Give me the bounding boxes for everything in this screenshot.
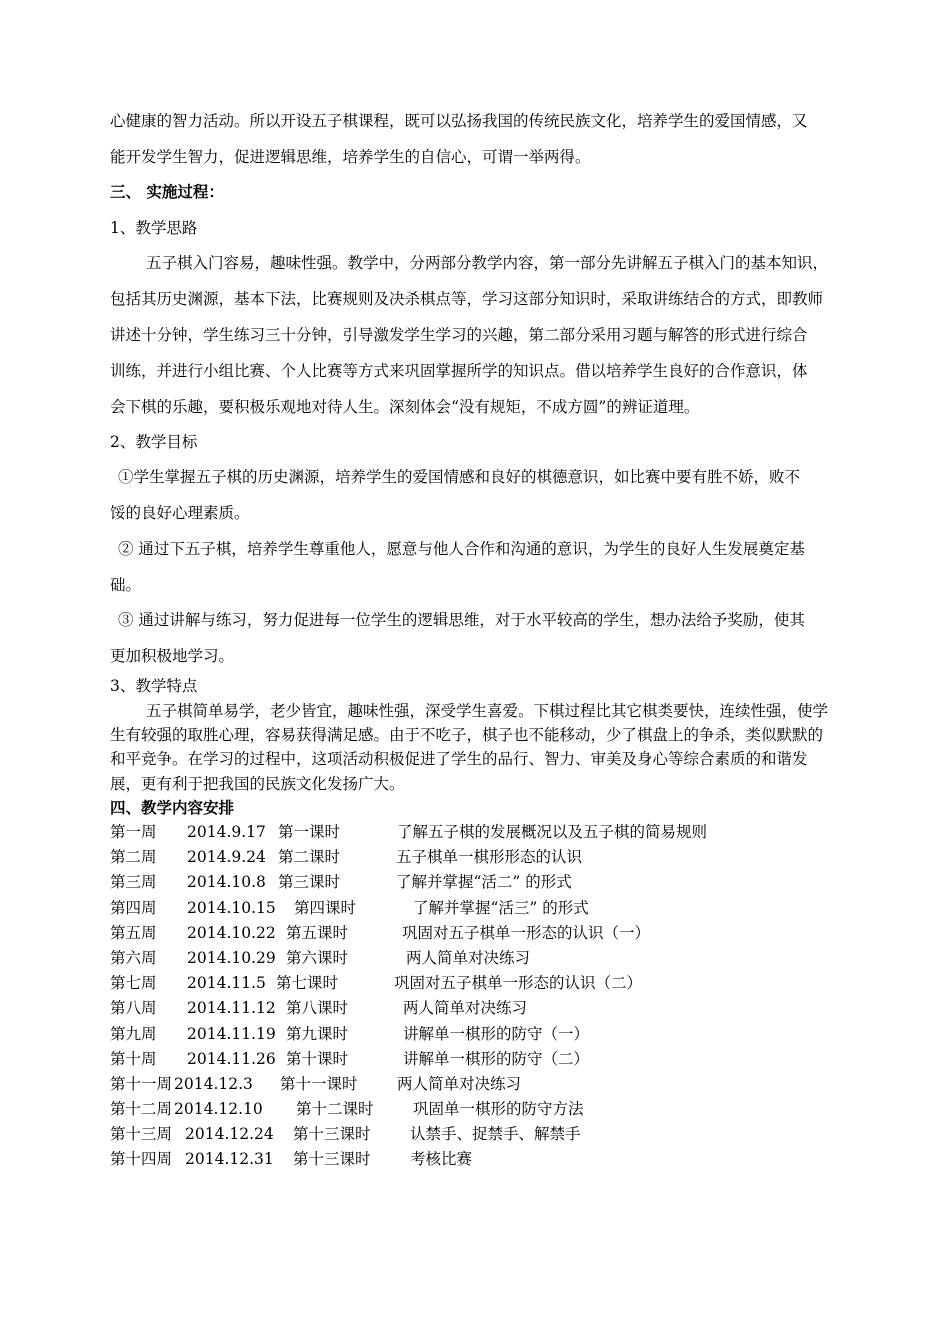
schedule-lesson: 第七课时 (276, 974, 339, 993)
schedule-week: 第十三周 (110, 1125, 173, 1144)
schedule-week: 第五周 (110, 923, 157, 942)
subheading-teaching-approach: 1、教学思路 (110, 219, 198, 237)
schedule-week: 第一周 (110, 823, 157, 841)
schedule-lesson: 第三课时 (278, 873, 341, 892)
schedule-date: 2014.12.24 (185, 1125, 274, 1144)
schedule-row (110, 1099, 850, 1124)
schedule-date: 2014.11.5 (187, 974, 266, 993)
section-heading-implementation: 三、 实施过程： (110, 182, 224, 201)
schedule-lesson: 第九课时 (286, 1024, 349, 1043)
schedule-lesson: 第十课时 (286, 1049, 349, 1068)
schedule-topic: 讲解单一棋形的防守（一） (403, 1024, 590, 1043)
schedule-date: 2014.10.22 (187, 923, 276, 942)
schedule-date: 2014.11.19 (187, 1024, 276, 1043)
schedule-topic: 了解并掌握“活二” 的形式 (396, 873, 572, 892)
schedule-date: 2014.10.29 (187, 948, 276, 967)
schedule-row (110, 948, 850, 973)
schedule-lesson: 第四课时 (294, 898, 357, 917)
schedule-topic: 巩固对五子棋单一形态的认识（二） (394, 974, 643, 993)
schedule-week: 第四周 (110, 898, 157, 917)
schedule-lesson: 第十一课时 (280, 1074, 358, 1093)
schedule-week: 第六周 (110, 948, 157, 967)
schedule-row (110, 1074, 850, 1099)
schedule-date: 2014.10.15 (187, 898, 276, 917)
schedule-topic: 两人简单对决练习 (406, 948, 531, 967)
goal-1-line-1: ①学生掌握五子棋的历史渊源，培养学生的爱国情感和良好的棋德意识，如比赛中要有胜不娇，败不 (118, 468, 801, 486)
schedule-week: 第十周 (110, 1049, 157, 1068)
schedule-date: 2014.11.26 (187, 1049, 276, 1068)
features-line-3: 和平竞争。在学习的过程中，这项活动积极促进了学生的品行、智力、审美及身心等综合素质的和谐发 (110, 750, 808, 768)
features-line-4: 展，更有利于把我国的民族文化发扬广大。 (110, 775, 405, 793)
schedule-topic: 两人简单对决练习 (403, 999, 528, 1018)
schedule-list (110, 822, 850, 1175)
section-heading-content-schedule: 四、教学内容安排 (110, 798, 235, 817)
schedule-row (110, 898, 850, 923)
schedule-topic: 五子棋单一棋形形态的认识 (396, 848, 583, 867)
schedule-row (110, 1049, 850, 1074)
schedule-lesson: 第五课时 (286, 923, 349, 942)
schedule-topic: 认禁手、捉禁手、解禁手 (410, 1125, 581, 1144)
schedule-week: 第十一周 (110, 1074, 173, 1093)
schedule-date: 2014.12.31 (185, 1150, 274, 1169)
intro-line-1: 心健康的智力活动。所以开设五子棋课程，既可以弘扬我国的传统民族文化，培养学生的爱国情感，又 (110, 112, 808, 130)
schedule-week: 第八周 (110, 999, 157, 1018)
schedule-topic: 了解并掌握“活三” 的形式 (413, 898, 589, 917)
schedule-row (110, 998, 850, 1023)
schedule-topic: 巩固对五子棋单一形态的认识（一） (402, 923, 651, 942)
schedule-row (110, 923, 850, 948)
schedule-row (110, 1024, 850, 1049)
goal-1-line-2: 馁的良好心理素质。 (110, 504, 250, 522)
subheading-teaching-features: 3、教学特点 (110, 677, 198, 695)
schedule-lesson: 第十三课时 (293, 1125, 371, 1144)
schedule-row (110, 1149, 850, 1174)
schedule-topic: 讲解单一棋形的防守（二） (403, 1049, 590, 1068)
approach-line-1: 五子棋入门容易，趣味性强。教学中，分两部分教学内容，第一部分先讲解五子棋入门的基本知识， (146, 254, 829, 272)
schedule-row (110, 872, 850, 897)
approach-line-2: 包括其历史渊源，基本下法，比赛规则及决杀棋点等，学习这部分知识时，采取讲练结合的方式，即教师 (110, 290, 824, 308)
schedule-topic: 巩固单一棋形的防守方法 (413, 1100, 584, 1119)
schedule-lesson: 第八课时 (286, 999, 349, 1018)
schedule-week: 第七周 (110, 974, 157, 993)
features-line-2: 生有较强的取胜心理，容易获得满足感。由于不吃子，棋子也不能移动，少了棋盘上的争杀，类似默默的 (110, 726, 824, 744)
schedule-topic: 两人简单对决练习 (397, 1074, 522, 1093)
features-line-1: 五子棋简单易学，老少皆宜，趣味性强，深受学生喜爱。下棋过程比其它棋类要快，连续性强，使学 (146, 702, 829, 720)
schedule-lesson: 第十二课时 (296, 1100, 374, 1119)
schedule-week: 第十二周 (110, 1100, 173, 1119)
schedule-date: 2014.9.24 (187, 848, 266, 867)
approach-line-4: 训练，并进行小组比赛、个人比赛等方式来巩固掌握所学的知识点。借以培养学生良好的合作意识，体 (110, 362, 808, 380)
approach-line-3: 讲述十分钟，学生练习三十分钟，引导激发学生学习的兴趣，第二部分采用习题与解答的形式进行综合 (110, 326, 808, 344)
intro-line-2: 能开发学生智力，促进逻辑思维，培养学生的自信心，可谓一举两得。 (110, 148, 591, 166)
goal-3-line-1: ③ 通过讲解与练习，努力促进每一位学生的逻辑思维，对于水平较高的学生，想办法给予奖励，使其 (118, 611, 805, 629)
schedule-lesson: 第二课时 (278, 848, 341, 867)
schedule-row (110, 1124, 850, 1149)
goal-2-line-2: 础。 (110, 576, 142, 594)
schedule-topic: 考核比赛 (410, 1150, 473, 1169)
schedule-week: 第二周 (110, 848, 157, 867)
schedule-date: 2014.9.17 (187, 823, 266, 841)
schedule-row (110, 973, 850, 998)
schedule-date: 2014.11.12 (187, 999, 276, 1018)
schedule-lesson: 第六课时 (286, 948, 349, 967)
schedule-date: 2014.10.8 (187, 873, 266, 892)
schedule-topic: 了解五子棋的发展概况以及五子棋的简易规则 (397, 823, 708, 841)
goal-3-line-2: 更加积极地学习。 (110, 647, 235, 665)
subheading-teaching-goals: 2、教学目标 (110, 433, 198, 451)
goal-2-line-1: ② 通过下五子棋，培养学生尊重他人，愿意与他人合作和沟通的意识，为学生的良好人生发展奠定基 (118, 540, 805, 558)
schedule-lesson: 第十三课时 (293, 1150, 371, 1169)
schedule-row (110, 847, 850, 872)
schedule-date: 2014.12.10 (174, 1100, 263, 1119)
schedule-row (110, 822, 850, 847)
schedule-week: 第三周 (110, 873, 157, 892)
schedule-week: 第九周 (110, 1024, 157, 1043)
schedule-lesson: 第一课时 (278, 823, 341, 841)
schedule-week: 第十四周 (110, 1150, 173, 1169)
approach-line-5: 会下棋的乐趣，要积极乐观地对待人生。深刻体会“没有规矩，不成方圆”的辨证道理。 (110, 398, 700, 416)
schedule-date: 2014.12.3 (174, 1074, 253, 1093)
